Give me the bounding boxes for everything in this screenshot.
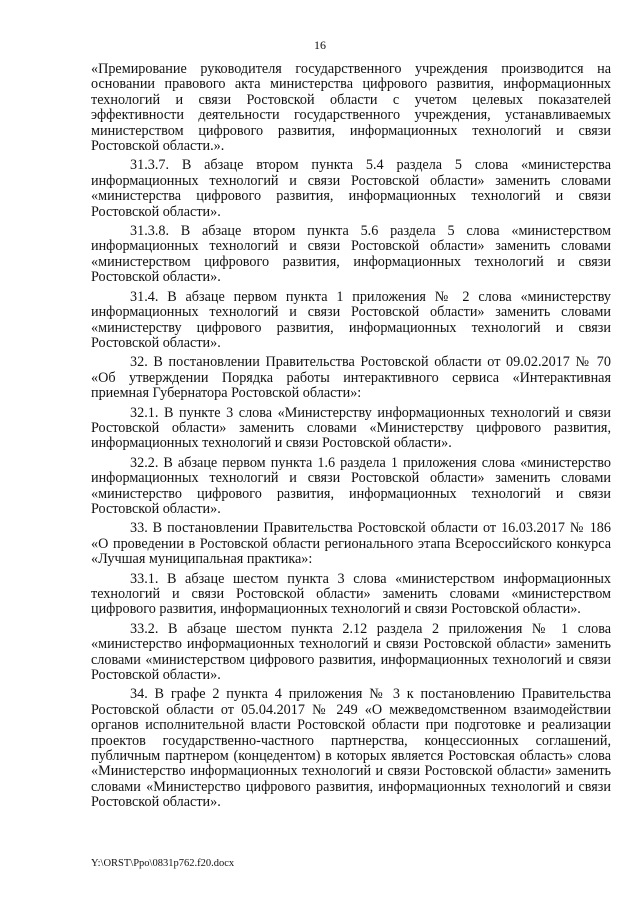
paragraph-33: 33. В постановлении Правительства Ростовской области от 16.03.2017 № 186 «О проведении в Ростовской области регионального этапа Всероссийского конкурса «Лучшая муниципальная практика»: (91, 520, 611, 568)
paragraph-32: 32. В постановлении Правительства Ростовской области от 09.02.2017 № 70 «Об утверждении Порядка работы интерактивного сервиса «Интерактивная приемная Губернатора Ростовской области»: (91, 354, 611, 402)
footer-file-path: Y:\ORST\Ppo\0831p762.f20.docx (91, 858, 235, 869)
paragraph-33-2: 33.2. В абзаце шестом пункта 2.12 раздела 2 приложения № 1 слова «министерство информационных технологий и связи Ростовской области» заменить словами «министерством цифрового развития, информационных технологий и связи Ростовской области». (91, 620, 611, 684)
page-number: 16 (314, 38, 326, 52)
document-body (91, 62, 611, 815)
paragraph-32-2: 32.2. В абзаце первом пункта 1.6 раздела 1 приложения слова «министерство информационных технологий и связи Ростовской области» заменить словами «министерство цифрового развития, информационных технологий и связи Ростовской области». (91, 454, 611, 517)
paragraph-32-1: 32.1. В пункте 3 слова «Министерству информационных технологий и связи Ростовской области» заменить словами «Министерству цифрового развития, информационных технологий и связи Ростовской области». (91, 404, 611, 452)
paragraph-continuation: «Премирование руководителя государственного учреждения производится на основании правового акта министерства цифрового развития, информационных технологий и связи Ростовской области с учетом целевых показателей эффективности деятельности государственного учреждения, устанавливаемых министерством цифрового развития, информационных технологий и связи Ростовской области.». (91, 61, 611, 155)
paragraph-31-3-8: 31.3.8. В абзаце втором пункта 5.6 раздела 5 слова «министерством информационных технологий и связи Ростовской области» заменить словами «министерством цифрового развития, информационных технологий и связи Ростовской области». (91, 223, 611, 286)
paragraph-34: 34. В графе 2 пункта 4 приложения № 3 к постановлению Правительства Ростовской области от 05.04.2017 № 249 «О межведомственном взаимодействии органов исполнительной власти Ростовской области при подготовке и реализации проектов государственно-частного партнерства, концессионных соглашений, публичным партнером (концедентом) в которых является Ростовская область» слова «Министерство информационных технологий и связи Ростовской области» заменить словами «Министерство цифрового развития, информационных технологий и связи Ростовской области». (91, 686, 611, 811)
paragraph-33-1: 33.1. В абзаце шестом пункта 3 слова «министерством информационных технологий и связи Ростовской области» заменить словами «министерством цифрового развития, информационных технологий и связи Ростовской области». (91, 570, 611, 618)
paragraph-31-4: 31.4. В абзаце первом пункта 1 приложения № 2 слова «министерству информационных технологий и связи Ростовской области» заменить словами «министерству цифрового развития, информационных технологий и связи Ростовской области». (91, 288, 611, 351)
paragraph-31-3-7: 31.3.7. В абзаце втором пункта 5.4 раздела 5 слова «министерства информационных технологий и связи Ростовской области» заменить словами «министерства цифрового развития, информационных технологий и связи Ростовской области». (91, 157, 611, 220)
